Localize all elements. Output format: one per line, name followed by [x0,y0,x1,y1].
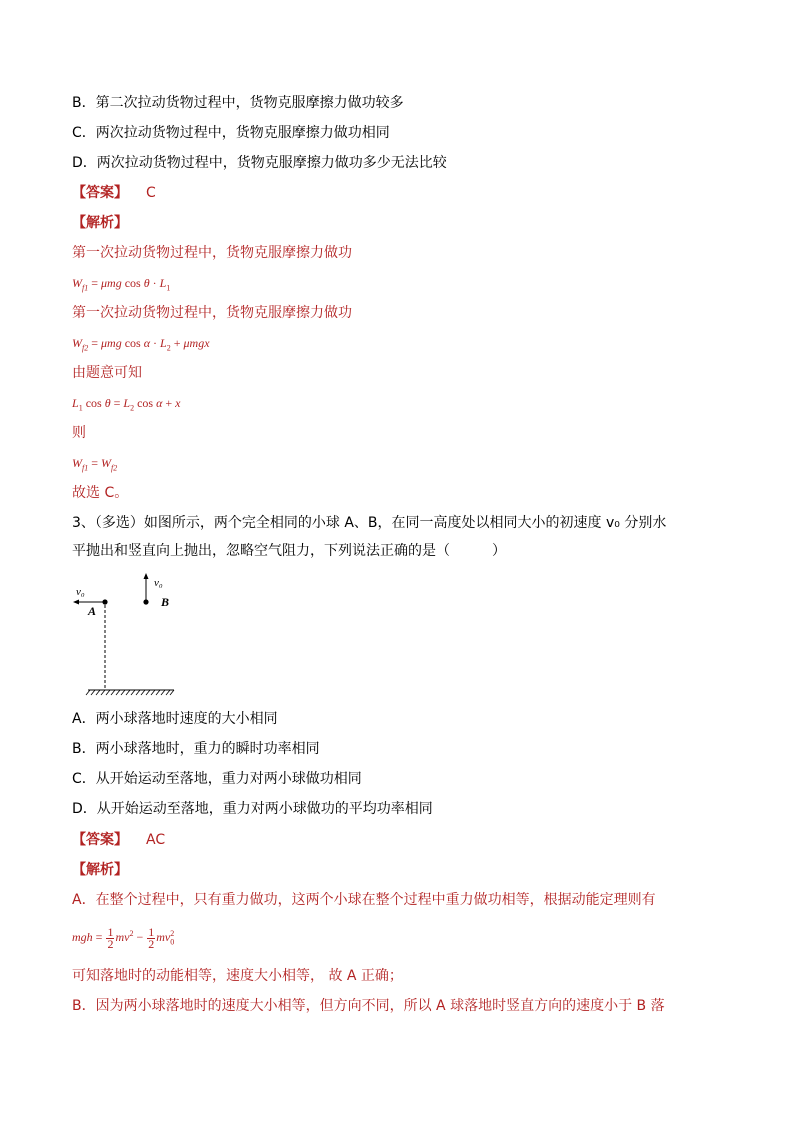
q3-analysis-a-conclusion: 可知落地时的动能相等，速度大小相等， 故 A 正确； [72,968,403,984]
answer-label: 【答案】 [72,832,128,848]
q2-analysis-label: 【解析】 [72,215,128,231]
q3-stem-line2: 平抛出和竖直向上抛出，忽略空气阻力，下列说法正确的是（ ） [72,543,506,559]
q2-option-d: D．两次拉动货物过程中，货物克服摩擦力做功多少无法比较 [72,155,447,171]
answer-value: AC [146,832,166,848]
q2-option-c: C．两次拉动货物过程中，货物克服摩擦力做功相同 [72,125,390,141]
ball-b-label: B [161,595,170,609]
q2-analysis-text3: 由题意可知 [72,365,142,381]
ball-b [143,599,148,604]
answer-value: C [146,185,156,201]
answer-label: 【答案】 [72,185,128,201]
q3-stem-line1: 3、（多选）如图所示，两个完全相同的小球 A、B，在同一高度处以相同大小的初速度 v₀ 分别水 [72,515,667,531]
q2-analysis-text4: 则 [72,425,86,441]
q3-option-c: C．从开始运动至落地，重力对两小球做功相同 [72,771,362,787]
ground-hatching [86,690,174,695]
q3-answer [72,830,165,850]
q2-analysis-text1: 第一次拉动货物过程中，货物克服摩擦力做功 [72,245,352,261]
q3-analysis-label: 【解析】 [72,862,128,878]
ball-a [102,599,107,604]
ball-a-label: A [88,604,97,618]
q3-option-a: A．两小球落地时速度的大小相同 [72,711,278,727]
q3-option-b: B．两小球落地时，重力的瞬时功率相同 [72,741,320,757]
velocity-up-arrowhead [144,573,149,579]
formula-kinetic-energy: mgh = $\frac{1}{2}$ $mv^2$ − $\frac{1}{2}$ $mv_0^2$ [72,924,175,951]
projectile-diagram [70,566,190,698]
q2-analysis-text2: 第一次拉动货物过程中，货物克服摩擦力做功 [72,305,352,321]
q2-conclusion: 故选 C。 [72,485,129,501]
formula-length-relation: $L_1$ $\cos \theta = L_2$ cos α + x [72,396,181,413]
q3-option-d: D．从开始运动至落地，重力对两小球做功的平均功率相同 [72,801,433,817]
formula-wf2: $W_{f2} = \mu mg$ $\cos \alpha \cdot L_2 + \mu mgx$ [72,336,210,353]
formula-equal-work: $W_{f1} = W_{f2}$ [72,456,118,473]
q2-option-b: B．第二次拉动货物过程中，货物克服摩擦力做功较多 [72,95,404,111]
formula-wf1: $W_{f1} = \mu mg$ $\cos \theta \cdot L_1$ [72,276,171,293]
q2-answer [72,183,156,203]
velocity-left-arrowhead [73,600,79,605]
q3-analysis-b: B．因为两小球落地时的速度大小相等，但方向不同，所以 A 球落地时竖直方向的速度小于 B 落 [72,998,665,1014]
q3-analysis-a: A．在整个过程中，只有重力做功，这两个小球在整个过程中重力做功相等，根据动能定理则有 [72,892,656,908]
velocity-up-label: v₀ [154,577,163,589]
velocity-left-label: v₀ [76,586,85,598]
